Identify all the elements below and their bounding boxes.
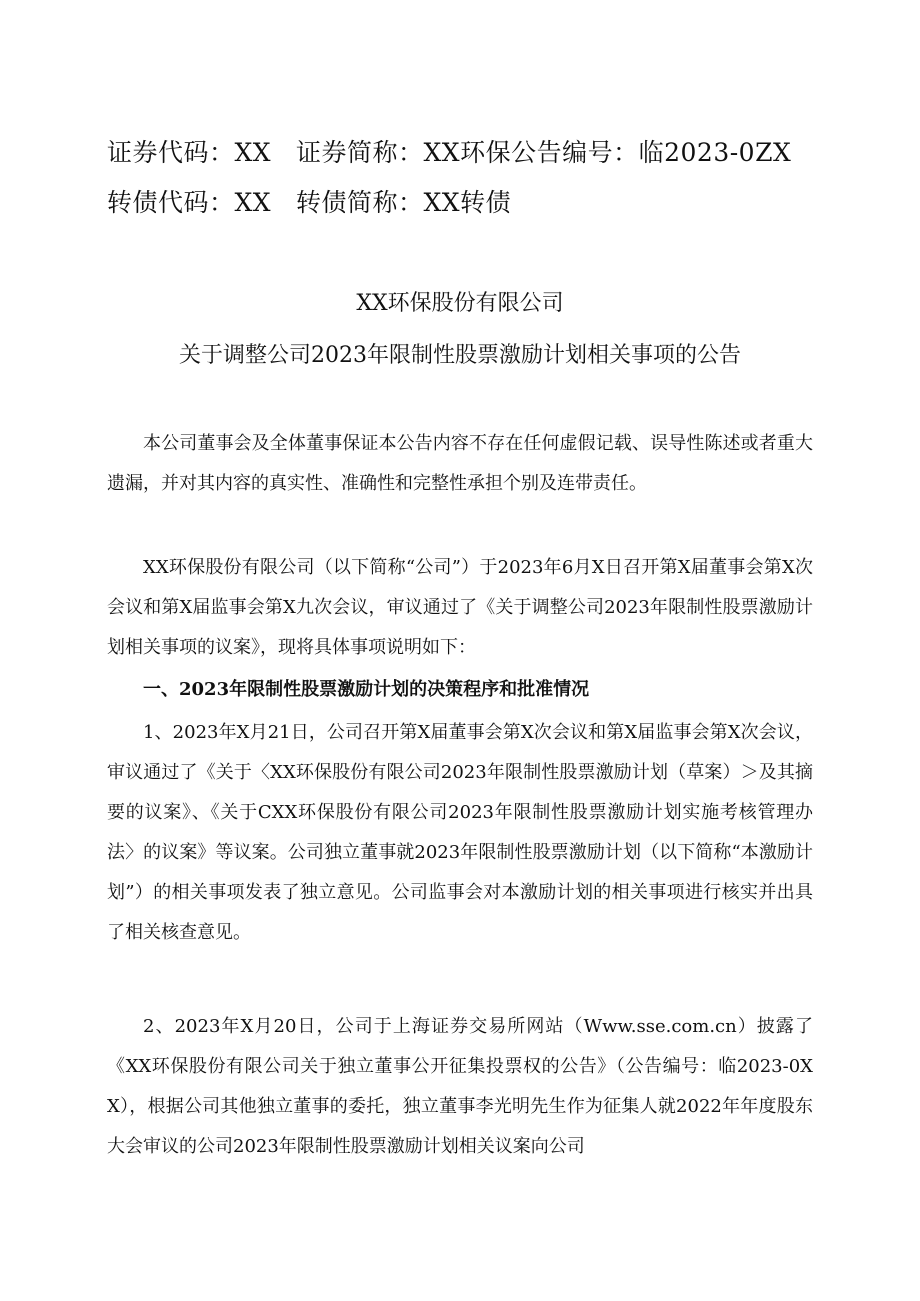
bond-short-name: 转债简称：XX转债: [296, 188, 512, 217]
security-short-name: 证券简称：XX环保: [296, 138, 512, 167]
board-statement: 本公司董事会及全体董事保证本公告内容不存在任何虚假记载、误导性陈述或者重大遗漏，并对其内容的真实性、准确性和完整性承担个别及连带责任。: [107, 433, 813, 494]
list-item: 2、2023年X月20日，公司于上海证券交易所网站（Www.sse.com.cn）披露了《XX环保股份有限公司关于独立董事公开征集投票权的公告》（公告编号：临2023-0XX），根据公司其他独立董事的委托，独立董事李光明先生作为征集人就2022年年度股东大会审议的公司2023年限制性股票激励计划相关议案向公司: [107, 1016, 813, 1157]
bond-info-line: [107, 183, 511, 219]
section-heading: 一、2023年限制性股票激励计划的决策程序和批准情况: [143, 679, 590, 700]
notice-number: 公告编号：临2023-0ZX: [511, 138, 792, 167]
security-code: 证券代码：XX: [107, 138, 272, 167]
intro-paragraph: XX环保股份有限公司（以下简称“公司”）于2023年6月X日召开第X届董事会第X次会议和第X届监事会第X九次会议，审议通过了《关于调整公司2023年限制性股票激励计划相关事项的议案》，现将具体事项说明如下：: [107, 557, 813, 658]
security-info-line: [107, 133, 791, 169]
announcement-title: 关于调整公司2023年限制性股票激励计划相关事项的公告: [179, 343, 741, 368]
bond-code: 转债代码：XX: [107, 188, 272, 217]
company-title: XX环保股份有限公司: [356, 291, 564, 316]
list-item: 1、2023年X月21日，公司召开第X届董事会第X次会议和第X届监事会第X次会议，审议通过了《关于〈XX环保股份有限公司2023年限制性股票激励计划（草案）＞及其摘要的议案》、《关于CXX环保股份有限公司2023年限制性股票激励计划实施考核管理办法〉的议案》等议案。公司独立董事就2023年限制性股票激励计划（以下简称“本激励计划”）的相关事项发表了独立意见。公司监事会对本激励计划的相关事项进行核实并出具了相关核查意见。: [107, 722, 813, 943]
